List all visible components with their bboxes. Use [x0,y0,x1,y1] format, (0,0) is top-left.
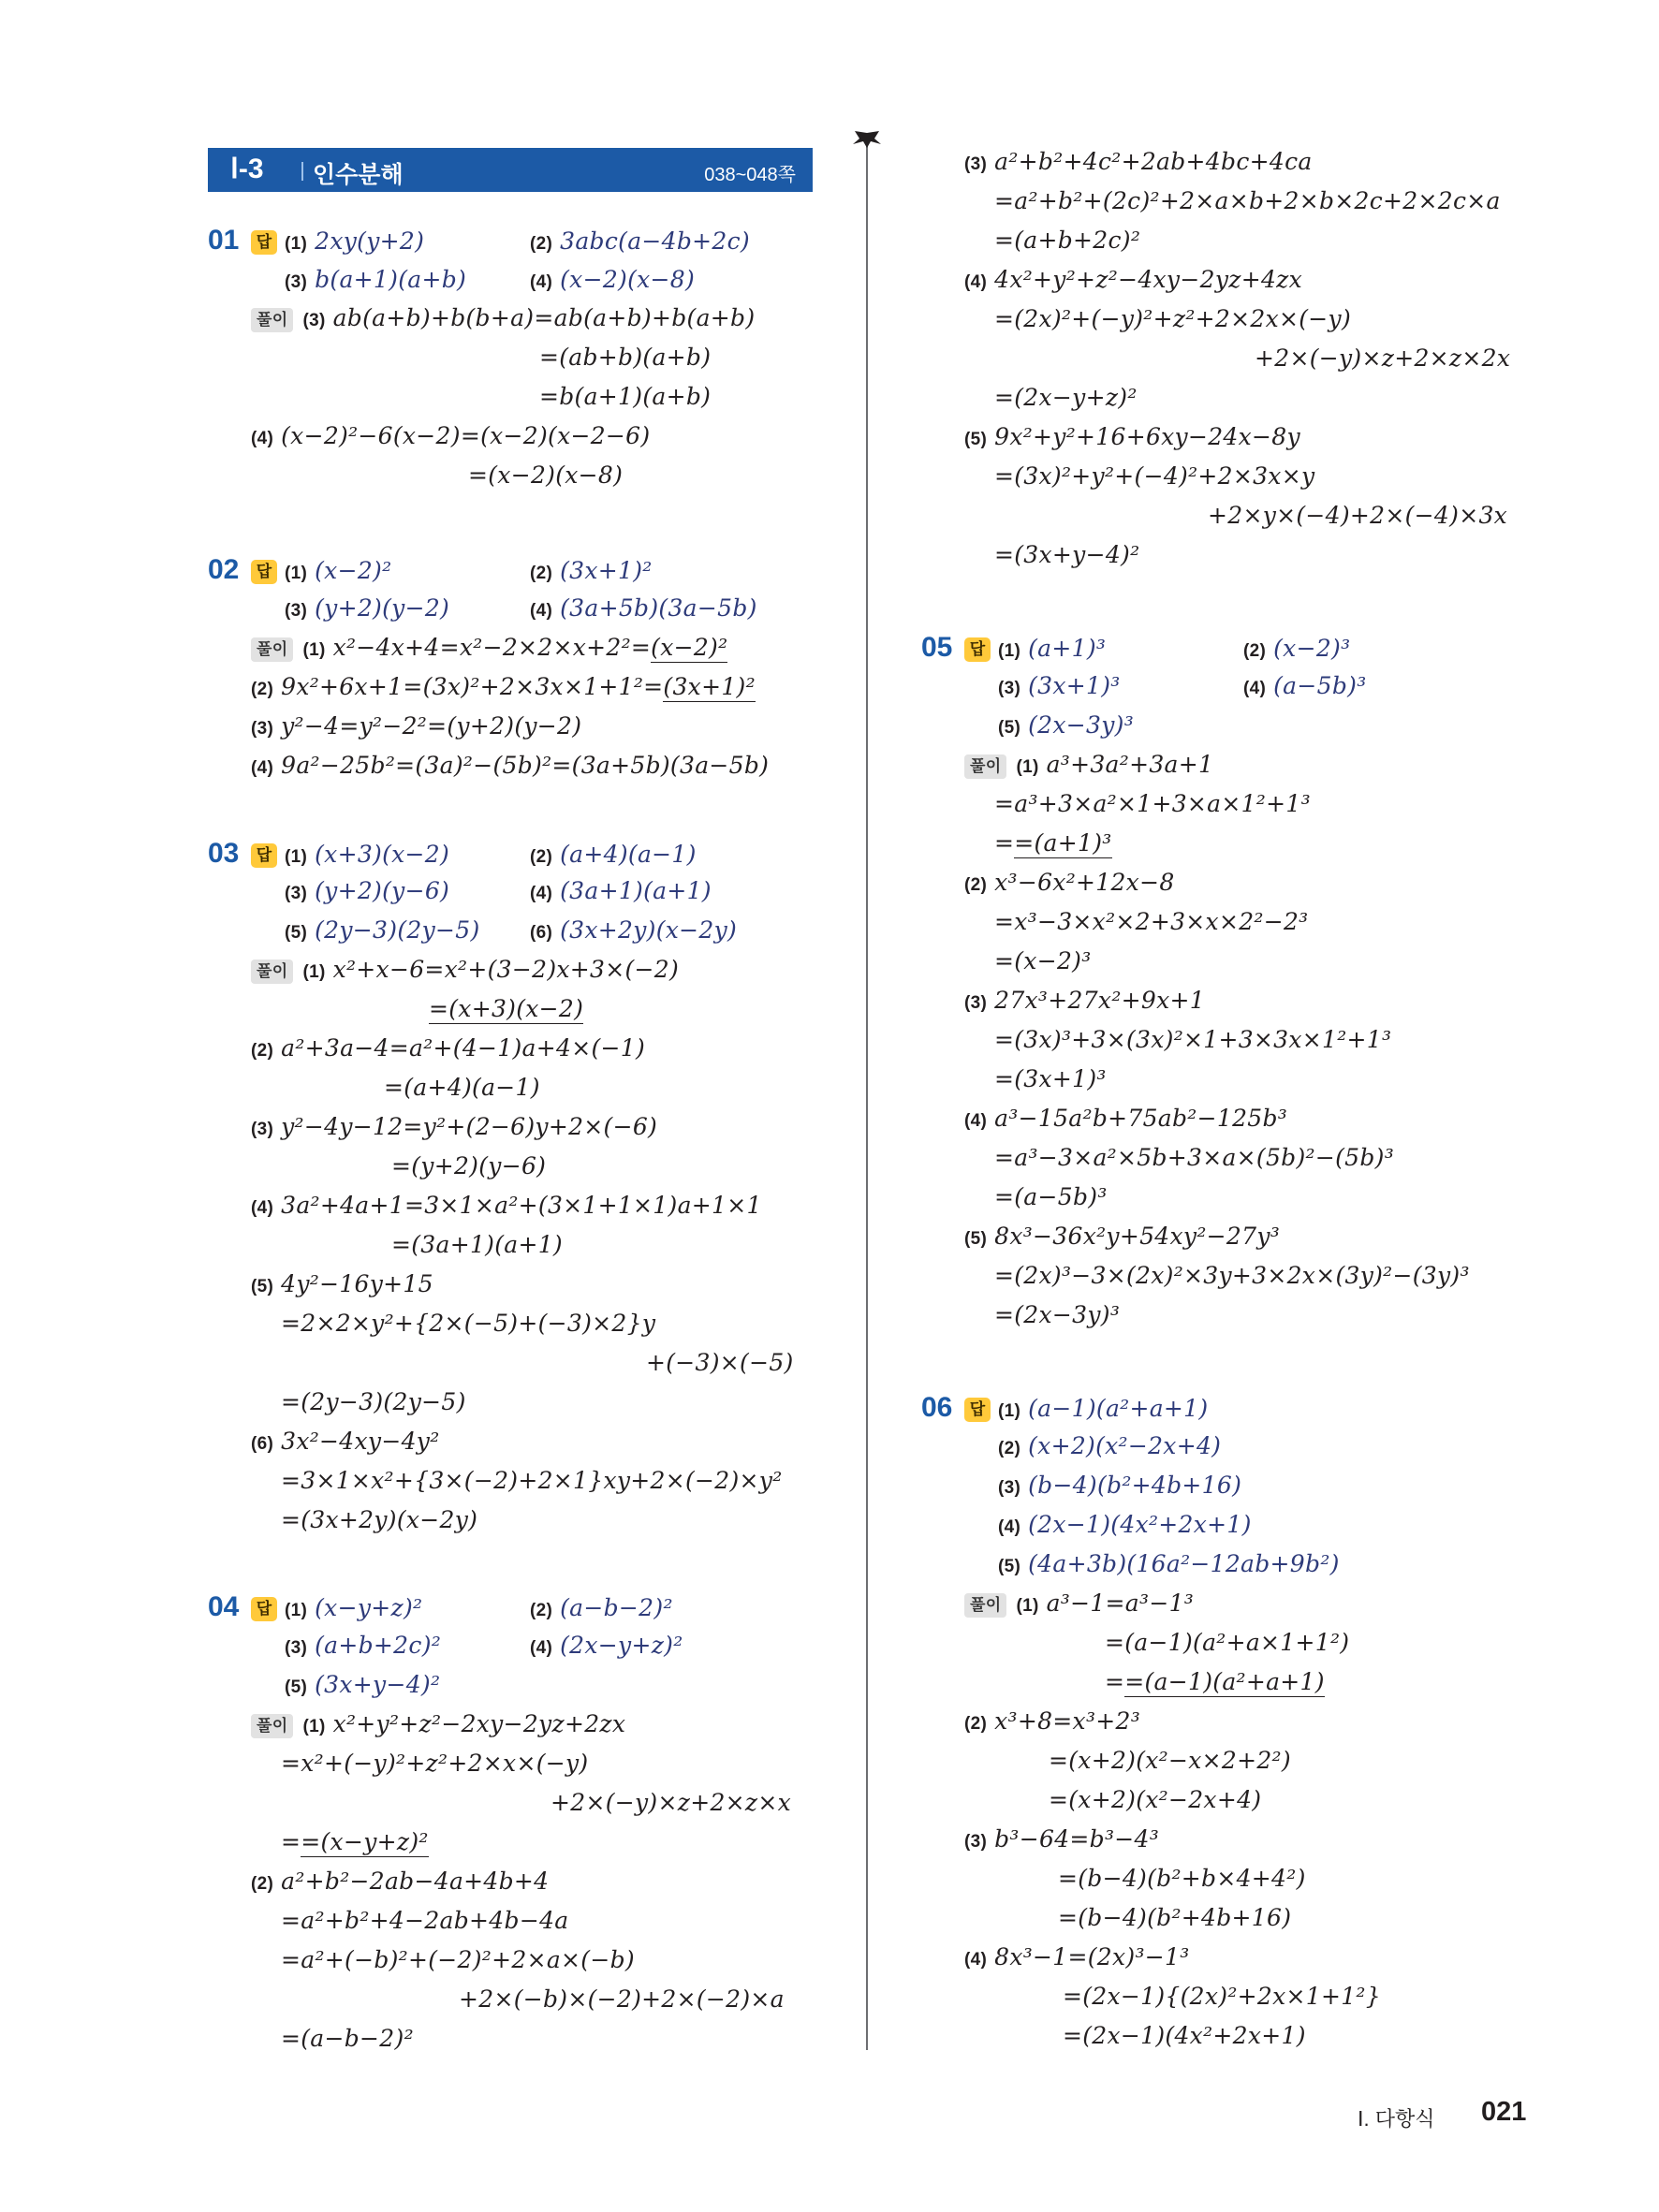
answer-line [1243,635,1350,662]
math-expression: =(b−4)(b²+b×4+4²) [1058,1865,1306,1892]
math-expression: a²+b²+4c²+2ab+4bc+4ca [994,148,1313,175]
solution-line [1208,502,1507,529]
solution-line: ==(x−y+z)² [281,1828,429,1855]
part-label: (1) [302,962,326,982]
solution-line [251,1428,440,1455]
solution-badge: 풀이 [964,1593,1006,1618]
math-expression: =(3x+1)³ [994,1065,1107,1092]
math-expression: 4x²+y²+z²−4xy−2yz+4zx [994,266,1303,293]
solution-line [391,1152,546,1179]
part-label: (2) [530,564,553,583]
part-label: (3) [285,884,308,903]
solution-line [1105,1629,1349,1656]
answer-line [530,916,737,944]
solution-line [281,1506,477,1533]
math-expression: =(3x+2y)(x−2y) [281,1506,478,1533]
solution-badge: 풀이 [964,754,1006,779]
answer-text: (3x+1)² [560,557,653,584]
section-title: 인수분해 [313,162,404,188]
answer-badge: 답 [251,560,277,584]
part-label: (1) [998,641,1021,661]
math-expression: =a²+(−b)²+(−2)²+2×a×(−b) [281,1946,635,1973]
math-expression: 8x³−36x²y+54xy²−27y³ [994,1223,1281,1250]
math-expression: =(a+1)³ [1014,829,1112,857]
solution-line [994,1144,1394,1171]
solution-line [964,148,1313,175]
math-expression: =(2x)²+(−y)²+z²+2×2x×(−y) [994,305,1351,332]
part-label: (1) [285,564,308,583]
problem-number: 06 [921,1392,953,1423]
answer-text: (2x−1)(4x²+2x+1) [1028,1511,1252,1538]
solution-line [964,1707,1140,1735]
part-label: (2) [998,1439,1021,1458]
math-expression: =(2x)³−3×(2x)²×3y+3×2x×(3y)²−(3y)³ [994,1262,1470,1289]
solution-line [384,1074,540,1101]
answer-text: (a+b+2c)² [315,1632,442,1659]
solution-line [551,1789,791,1816]
problem-number: 05 [921,632,953,663]
part-label: (4) [964,1111,988,1131]
math-expression: +2×(−y)×z+2×z×x [551,1789,792,1816]
math-expression: 4y²−16y+15 [281,1270,433,1297]
part-label: (4) [530,272,553,292]
chapter-label: Ⅰ. 다항식 [1358,2107,1435,2131]
answer-text: (x−2)³ [1273,635,1351,662]
part-label: (5) [964,1229,988,1249]
math-expression: =(x−2)³ [994,947,1092,974]
answer-line [998,1432,1221,1459]
math-expression: 8x³−1=(2x)³−1³ [994,1943,1190,1970]
math-expression: =a³+3×a²×1+3×a×1²+1³ [994,790,1311,817]
solution-line [994,187,1501,214]
math-expression: =x³−3×x²×2+3×x×2²−2³ [994,908,1309,935]
math-expression: =(b−4)(b²+4b+16) [1058,1904,1292,1931]
part-label: (3) [285,272,308,292]
answer-line [998,1550,1340,1577]
math-expression: =(x+2)(x²−x×2+2²) [1049,1747,1291,1774]
solution-badge: 풀이 [251,637,293,662]
part-label: (2) [530,1601,553,1620]
math-expression: 9x²+6x+1=(3x)²+2×3x×1+1²= [281,673,664,700]
answer-text: (x+2)(x²−2x+4) [1028,1432,1222,1459]
part-label: (4) [530,601,553,621]
solution-line [251,304,755,332]
answer-line [530,594,757,622]
section-number: Ⅰ-3 [230,154,264,184]
answer-text: (3x+1)³ [1028,672,1121,699]
solution-line [994,541,1139,568]
part-label: (3) [998,679,1021,698]
answer-text: (a−b−2)² [560,1594,673,1621]
math-expression: =(3x+y−4)² [994,541,1140,568]
answer-text: (b−4)(b²+4b+16) [1028,1472,1242,1499]
section-header [208,148,813,192]
answer-line [285,266,466,293]
solution-line [964,869,1175,896]
math-expression: +2×(−b)×(−2)+2×(−2)×a [459,1985,785,2013]
part-label: (4) [530,884,553,903]
solution-line [994,1065,1107,1092]
answer-line [530,266,695,293]
answer-badge: 답 [251,843,277,868]
part-label: (5) [251,1277,274,1296]
part-label: (1) [1016,757,1039,777]
answer-line [998,711,1134,739]
math-expression: =x²+(−y)²+z²+2×x×(−y) [281,1750,589,1777]
solution-line [1058,1865,1306,1892]
part-label: (6) [251,1434,274,1454]
math-expression: y²−4y−12=y²+(2−6)y+2×(−6) [281,1113,658,1140]
solution-line [429,995,583,1022]
answer-badge: 답 [251,230,277,255]
solution-line [281,1750,588,1777]
part-label: (3) [251,719,274,739]
part-label: (4) [964,1950,988,1970]
math-expression: =(3a+1)(a+1) [391,1231,563,1258]
solution-line [251,1192,762,1219]
part-label: (4) [251,1198,274,1218]
math-expression: =a²+b²+4−2ab+4b−4a [281,1907,569,1934]
part-label: (3) [285,1638,308,1658]
solution-line [1063,2022,1306,2049]
solution-badge: 풀이 [251,960,293,984]
solution-line [281,1310,655,1337]
part-label: (1) [302,1717,326,1736]
part-label: (4) [251,758,274,778]
solution-line [994,1026,1391,1053]
solution-line [539,383,711,410]
solution-line [251,422,650,449]
solution-line [964,1105,1287,1132]
answer-text: (3a+1)(a+1) [560,877,712,904]
part-label: (2) [251,680,274,699]
math-expression: =3×1×x²+{3×(−2)+2×1}xy+2×(−2)×y² [281,1467,783,1494]
math-expression: =(a+b+2c)² [994,227,1141,254]
math-expression: =(2x−1){(2x)²+2x×1+1²} [1063,1983,1381,2010]
solution-line [994,227,1140,254]
math-expression: =(x−2)(x−8) [468,461,624,489]
solution-line [1255,344,1510,372]
part-label: (6) [530,923,553,943]
part-label: (2) [1243,641,1267,661]
solution-line [251,1710,625,1738]
solution-line [281,1467,783,1494]
solution-line [251,634,727,662]
solution-line [281,1907,568,1934]
answer-line [285,916,480,944]
part-label: (2) [964,875,988,895]
math-expression: =(a−b−2)² [281,2025,414,2052]
solution-line [646,1349,794,1376]
math-expression: x³+8=x³+2³ [994,1707,1141,1735]
math-expression: x²+y²+z²−2xy−2yz+2zx [332,1710,626,1737]
answer-line [998,1472,1241,1499]
solution-line [1058,1904,1291,1931]
part-label: (2) [964,1714,988,1734]
answer-text: (x−2)² [315,557,392,584]
math-expression: 27x³+27x²+9x+1 [994,987,1205,1014]
part-label: (4) [998,1517,1021,1537]
solution-line [251,1034,645,1062]
solution-line [459,1985,785,2013]
answer-text: (x+3)(x−2) [315,841,450,868]
solution-line [391,1231,563,1258]
solution-line [539,344,711,371]
part-label: (3) [285,601,308,621]
math-expression: (x−2)² [651,634,728,661]
part-label: (2) [530,234,553,254]
page-number: 021 [1481,2097,1527,2127]
answer-text: (3a+5b)(3a−5b) [560,594,757,622]
answer-text: (2y−3)(2y−5) [315,916,480,944]
part-label: (5) [285,1677,308,1697]
part-label: (3) [964,1832,988,1852]
answer-text: 3abc(a−4b+2c) [560,227,750,255]
part-label: (2) [251,1041,274,1061]
part-label: (2) [530,847,553,867]
answer-line [998,672,1121,699]
solution-line [281,1388,466,1415]
math-expression: =(x+2)(x²−2x+4) [1049,1786,1262,1813]
math-expression: =(a−1)(a²+a+1) [1124,1668,1325,1695]
solution-line [964,423,1300,450]
solution-line [281,2025,414,2052]
ornament-icon [851,129,883,150]
math-expression: =(2x−y+z)² [994,384,1138,411]
solution-line [251,1113,657,1140]
math-expression: =(a−1)(a²+a×1+1²) [1105,1629,1350,1656]
answer-line [1243,672,1367,699]
answer-text: (a+4)(a−1) [560,841,697,868]
solution-line [1049,1747,1291,1774]
part-label: (4) [251,429,274,448]
math-expression: =(y+2)(y−6) [391,1152,547,1179]
answer-line [285,1671,440,1698]
part-label: (3) [302,311,326,330]
math-expression: b³−64=b³−4³ [994,1825,1160,1853]
answer-line [998,1395,1208,1422]
solution-badge: 풀이 [251,308,293,332]
math-expression: =(2y−3)(2y−5) [281,1388,466,1415]
solution-line [994,790,1311,817]
page-range: 038~048쪽 [704,165,796,185]
answer-text: (y+2)(y−2) [315,594,450,622]
math-expression: =b(a+1)(a+b) [539,383,712,410]
header-divider [301,162,303,181]
part-label: (5) [964,430,988,449]
answer-line [998,635,1106,662]
answer-line [285,1632,441,1659]
solution-line [964,266,1302,293]
solution-line [994,462,1314,490]
math-expression: +(−3)×(−5) [646,1349,794,1376]
part-label: (1) [285,847,308,867]
math-expression: 9x²+y²+16+6xy−24x−8y [994,423,1300,450]
answer-line [285,227,424,255]
solution-line [1063,1983,1381,2010]
answer-text: (a−5b)³ [1273,672,1367,699]
answer-badge: 답 [964,637,991,662]
problem-number: 01 [208,225,240,256]
solution-line [281,1946,635,1973]
solution-badge: 풀이 [251,1714,293,1738]
part-label: (1) [1016,1596,1039,1616]
math-expression: a³−15a²b+75ab²−125b³ [994,1105,1288,1132]
part-label: (4) [530,1638,553,1658]
math-expression: (3x+1)² [663,673,756,700]
solution-line [994,947,1092,974]
part-label: (5) [998,718,1021,738]
part-label: (4) [1243,679,1267,698]
solution-line: ==(a−1)(a²+a+1) [1105,1668,1325,1695]
math-expression: =(2x−1)(4x²+2x+1) [1063,2022,1306,2049]
answer-line [530,877,712,904]
answer-line [285,877,449,904]
solution-line: ==(a+1)³ [994,829,1112,857]
answer-text: (x−2)(x−8) [560,266,696,293]
solution-line [964,1589,1194,1618]
solution-line [251,1868,549,1895]
math-expression: =a³−3×a²×5b+3×a×(5b)²−(5b)³ [994,1144,1395,1171]
solution-line [1049,1786,1261,1813]
math-expression: =a²+b²+(2c)²+2×a×b+2×b×2c+2×2c×a [994,187,1501,214]
answer-text: (x−y+z)² [315,1594,423,1621]
part-label: (5) [285,923,308,943]
answer-line [285,841,449,868]
solution-line [994,384,1138,411]
solution-line [964,1223,1280,1250]
math-expression: y²−4=y²−2²=(y+2)(y−2) [281,712,582,740]
math-expression: =(a−5b)³ [994,1183,1108,1210]
problem-number: 02 [208,554,240,585]
math-expression: 3a²+4a+1=3×1×a²+(3×1+1×1)a+1×1 [281,1192,762,1219]
math-expression: =(x−y+z)² [301,1828,429,1855]
answer-text: b(a+1)(a+b) [315,266,467,293]
solution-line [994,908,1309,935]
answer-line [530,227,750,255]
answer-line [530,557,653,584]
answer-badge: 답 [964,1398,991,1422]
answer-line [530,1632,683,1659]
solution-line [251,1270,433,1297]
part-label: (4) [964,272,988,292]
math-expression: 9a²−25b²=(3a)²−(5b)²=(3a+5b)(3a−5b) [281,752,770,779]
math-expression: 3x²−4xy−4y² [281,1428,440,1455]
math-expression: +2×(−y)×z+2×z×2x [1255,344,1511,372]
solution-line [964,1825,1159,1853]
solution-line [964,987,1205,1014]
math-expression: a²+b²−2ab−4a+4b+4 [281,1868,550,1895]
solution-line [468,461,623,489]
answer-text: (2x−3y)³ [1028,711,1135,739]
problem-number: 04 [208,1591,240,1622]
part-label: (3) [964,993,988,1013]
math-expression: x²+x−6=x²+(3−2)x+3×(−2) [332,956,680,983]
part-label: (3) [964,154,988,174]
part-label: (2) [251,1874,274,1894]
solution-line [994,1262,1470,1289]
part-label: (1) [998,1401,1021,1421]
part-label: (3) [998,1478,1021,1498]
math-expression: =(x+3)(x−2) [429,995,584,1022]
math-expression: +2×y×(−4)+2×(−4)×3x [1208,502,1508,529]
math-expression: =2×2×y²+{2×(−5)+(−3)×2}y [281,1310,656,1337]
math-expression: ab(a+b)+b(b+a)=ab(a+b)+b(a+b) [332,304,756,331]
answer-text: (y+2)(y−6) [315,877,450,904]
answer-line [530,1594,673,1621]
math-expression: =(2x−3y)³ [994,1301,1121,1328]
math-expression: =(3x)²+y²+(−4)²+2×3x×y [994,462,1315,490]
solution-line [251,673,756,700]
math-expression: (x−2)²−6(x−2)=(x−2)(x−2−6) [281,422,651,449]
solution-line [251,752,769,779]
answer-text: (3x+2y)(x−2y) [560,916,738,944]
answer-line [285,557,391,584]
answer-text: (a+1)³ [1028,635,1107,662]
math-expression: =(3x)³+3×(3x)²×1+3×3x×1²+1³ [994,1026,1392,1053]
solution-line [251,956,679,984]
solution-line [964,751,1213,779]
solution-line [994,305,1351,332]
math-expression: =(ab+b)(a+b) [539,344,712,371]
answer-text: (a−1)(a²+a+1) [1028,1395,1209,1422]
solution-line [994,1183,1108,1210]
math-expression: a³−1=a³−1³ [1046,1589,1195,1617]
answer-line [530,841,697,868]
part-label: (1) [285,1601,308,1620]
answer-line [998,1511,1252,1538]
part-label: (3) [251,1120,274,1139]
problem-number: 03 [208,838,240,869]
part-label: (1) [285,234,308,254]
part-label: (1) [302,640,326,660]
answer-badge: 답 [251,1597,277,1621]
answer-line [285,1594,422,1621]
math-expression: x³−6x²+12x−8 [994,869,1175,896]
answer-text: (3x+y−4)² [315,1671,441,1698]
part-label: (5) [998,1557,1021,1576]
math-expression: a³+3a²+3a+1 [1046,751,1214,778]
solution-line [994,1301,1120,1328]
math-expression: =(a+4)(a−1) [384,1074,540,1101]
math-expression: a²+3a−4=a²+(4−1)a+4×(−1) [281,1034,646,1062]
solution-line [964,1943,1190,1970]
answer-text: (4a+3b)(16a²−12ab+9b²) [1028,1550,1340,1577]
answer-text: (2x−y+z)² [560,1632,683,1659]
math-expression: x²−4x+4=x²−2×2×x+2²= [332,634,652,661]
solution-line [251,712,581,740]
answer-text: 2xy(y+2) [315,227,425,255]
column-divider [866,139,868,2050]
answer-line [285,594,449,622]
